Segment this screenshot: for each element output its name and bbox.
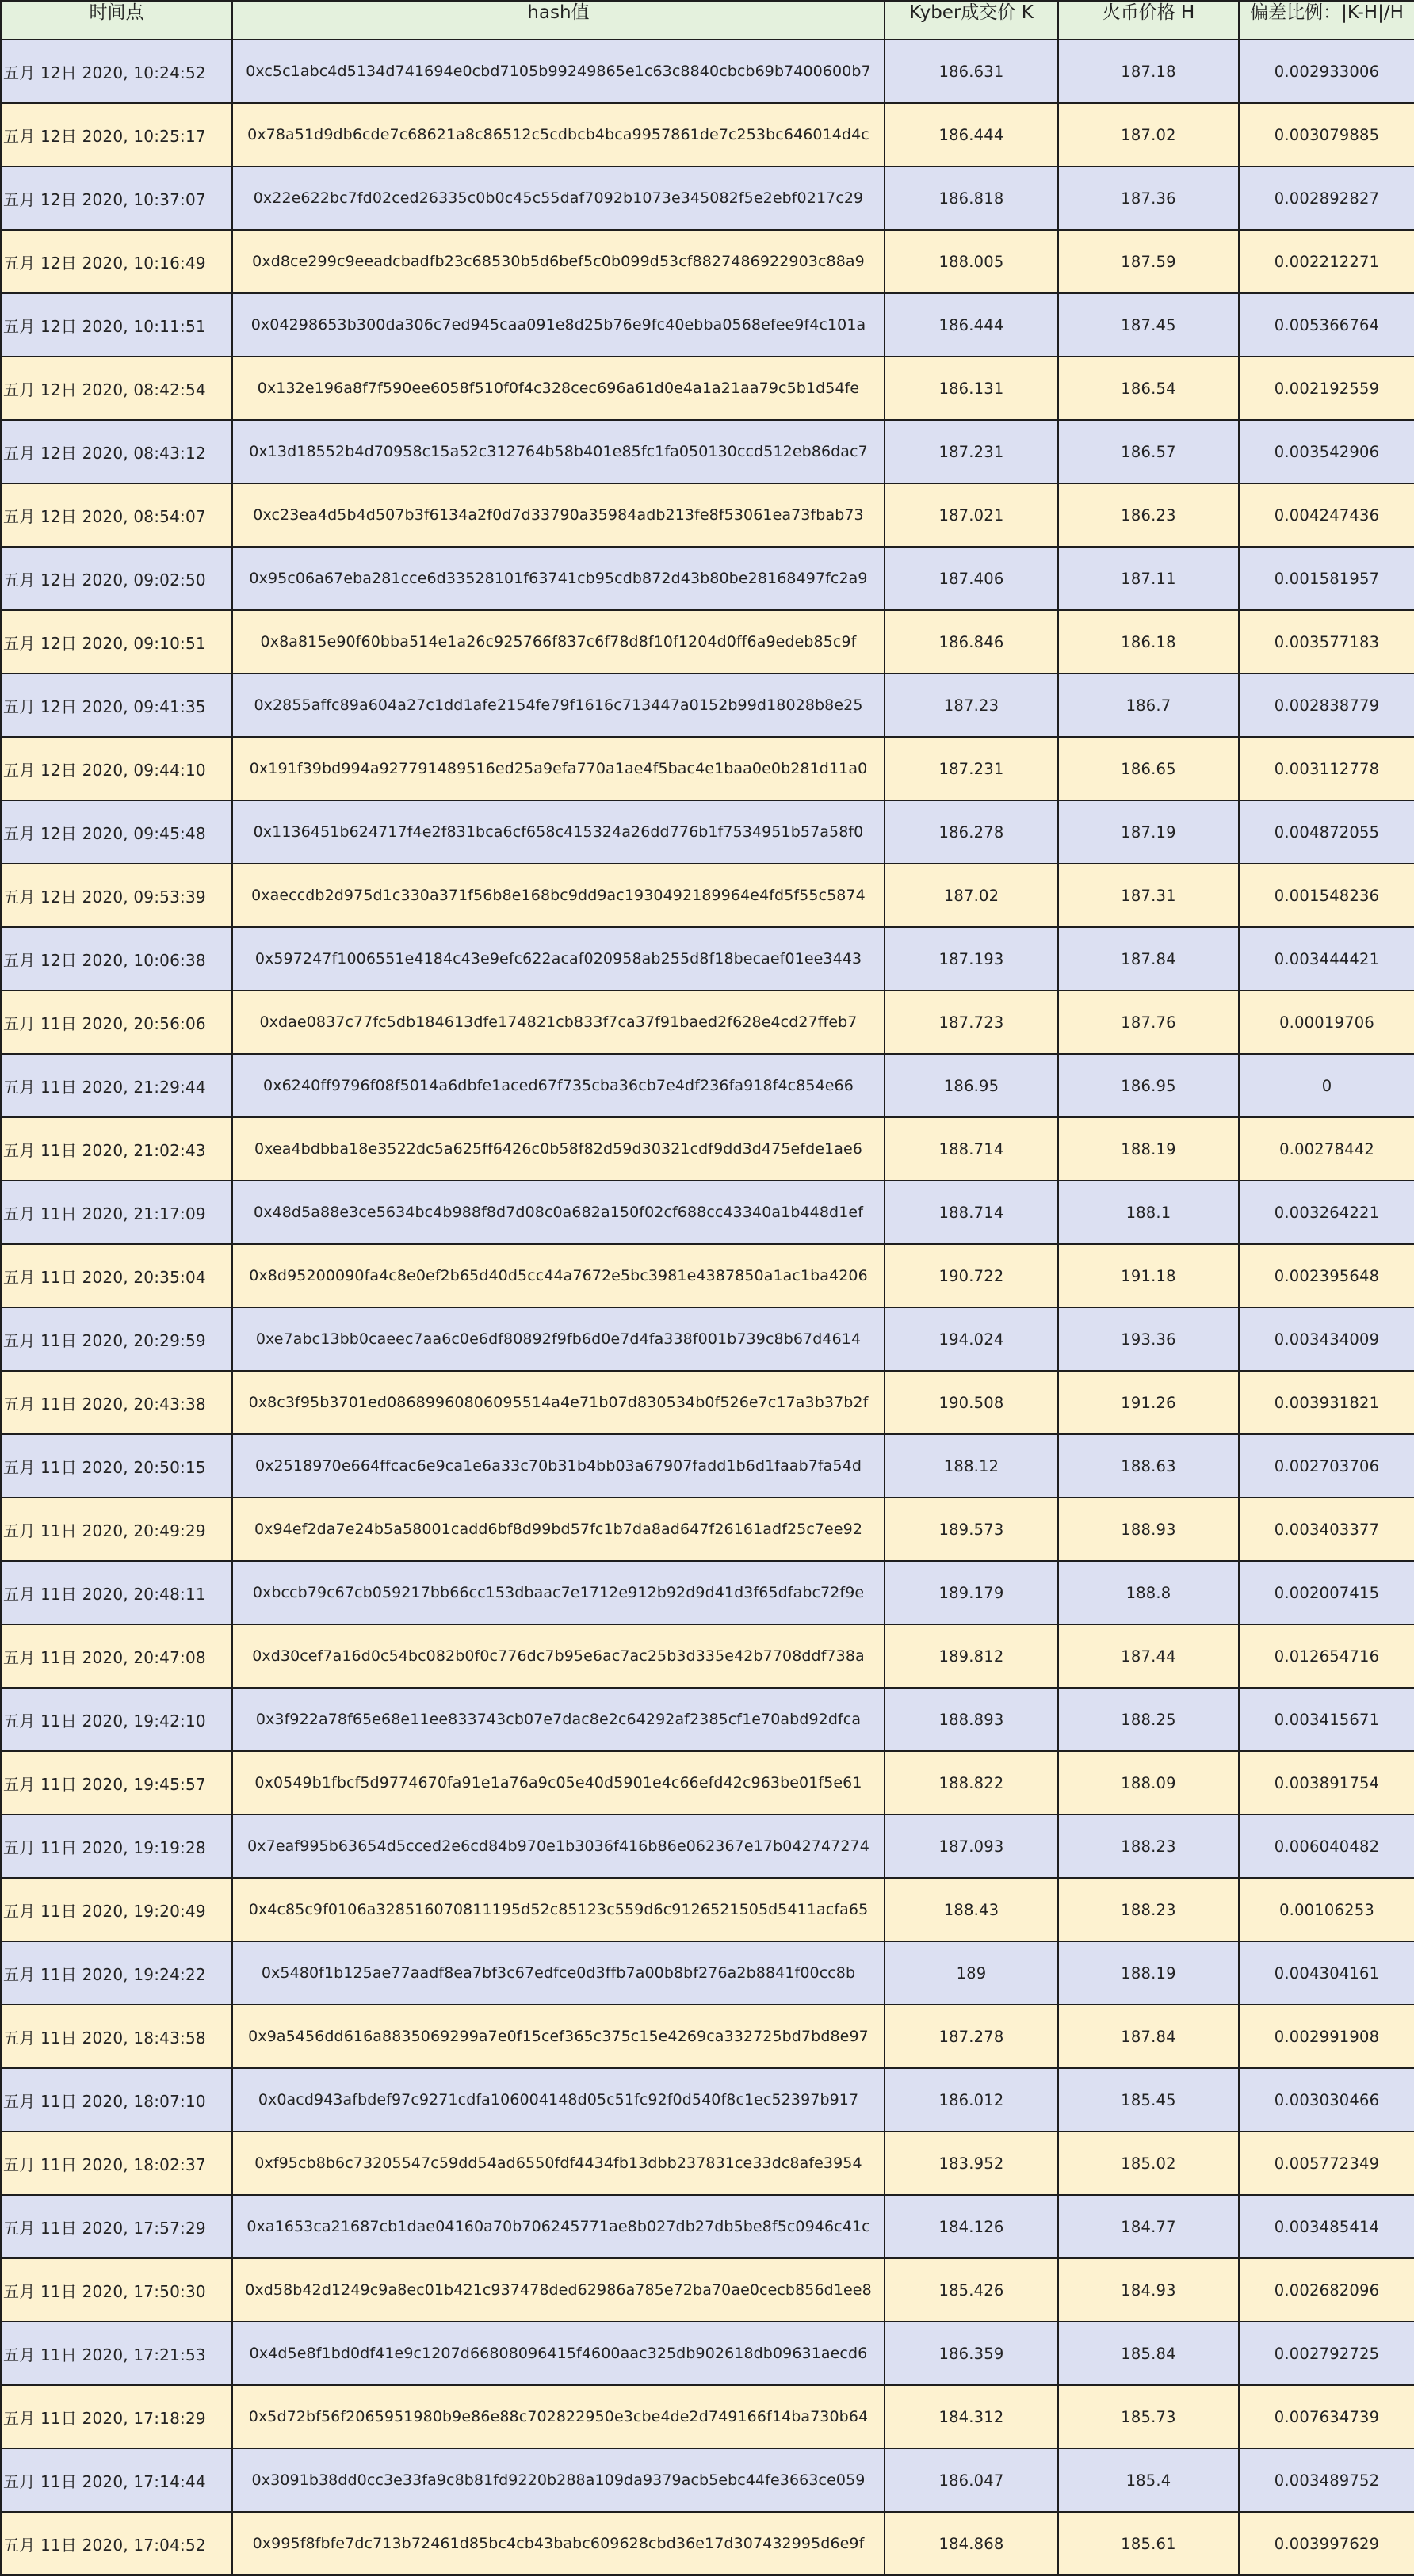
cell-deviation-ratio: 0.002792725	[1239, 2322, 1414, 2385]
cell-time: 五月 11日 2020, 21:02:43	[1, 1117, 232, 1181]
cell-kyber-price: 188.12	[885, 1434, 1058, 1498]
table-row	[1, 547, 1414, 610]
cell-hash: 0x597247f1006551e4184c43e9efc622acaf020958ab255d8f18becaef01ee3443	[232, 927, 885, 990]
header-deviation-ratio: 偏差比例：|K-H|/H	[1239, 1, 1414, 40]
cell-time: 五月 12日 2020, 10:25:17	[1, 103, 232, 166]
cell-hash: 0x8a815e90f60bba514e1a26c925766f837c6f78d8f10f1204d0ff6a9edeb85c9f	[232, 610, 885, 674]
header-row	[1, 1, 1414, 40]
cell-time: 五月 12日 2020, 09:02:50	[1, 547, 232, 610]
cell-kyber-price: 184.868	[885, 2512, 1058, 2575]
cell-deviation-ratio: 0.004247436	[1239, 483, 1414, 547]
cell-hash: 0x8c3f95b3701ed08689960806095514a4e71b07d830534b0f526e7c17a3b37b2f	[232, 1371, 885, 1434]
cell-huobi-price: 187.76	[1058, 990, 1239, 1054]
cell-time: 五月 11日 2020, 18:43:58	[1, 2005, 232, 2068]
header-huobi-price: 火币价格 H	[1058, 1, 1239, 40]
cell-time: 五月 11日 2020, 17:04:52	[1, 2512, 232, 2575]
cell-kyber-price: 186.278	[885, 800, 1058, 864]
table-row	[1, 864, 1414, 927]
cell-hash: 0xea4bdbba18e3522dc5a625ff6426c0b58f82d59d30321cdf9dd3d475efde1ae6	[232, 1117, 885, 1181]
cell-kyber-price: 190.508	[885, 1371, 1058, 1434]
cell-time: 五月 11日 2020, 20:29:59	[1, 1307, 232, 1371]
cell-deviation-ratio: 0.003444421	[1239, 927, 1414, 990]
table-row	[1, 40, 1414, 103]
cell-hash: 0x4c85c9f0106a328516070811195d52c85123c559d6c9126521505d5411acfa65	[232, 1878, 885, 1941]
cell-deviation-ratio: 0.004872055	[1239, 800, 1414, 864]
cell-huobi-price: 191.18	[1058, 1244, 1239, 1307]
cell-kyber-price: 186.631	[885, 40, 1058, 103]
cell-time: 五月 12日 2020, 10:11:51	[1, 293, 232, 357]
table-row	[1, 293, 1414, 357]
cell-time: 五月 12日 2020, 09:44:10	[1, 737, 232, 800]
cell-huobi-price: 186.18	[1058, 610, 1239, 674]
cell-time: 五月 11日 2020, 20:43:38	[1, 1371, 232, 1434]
cell-huobi-price: 185.45	[1058, 2068, 1239, 2131]
cell-deviation-ratio: 0.004304161	[1239, 1941, 1414, 2005]
table-row	[1, 1244, 1414, 1307]
cell-time: 五月 11日 2020, 17:14:44	[1, 2448, 232, 2512]
cell-time: 五月 11日 2020, 18:07:10	[1, 2068, 232, 2131]
cell-hash: 0xd8ce299c9eeadcbadfb23c68530b5d6bef5c0b099d53cf8827486922903c88a9	[232, 230, 885, 293]
header-time: 时间点	[1, 1, 232, 40]
cell-huobi-price: 185.4	[1058, 2448, 1239, 2512]
cell-hash: 0x6240ff9796f08f5014a6dbfe1aced67f735cba36cb7e4df236fa918f4c854e66	[232, 1054, 885, 1117]
cell-deviation-ratio: 0.003403377	[1239, 1498, 1414, 1561]
cell-kyber-price: 189	[885, 1941, 1058, 2005]
cell-huobi-price: 188.1	[1058, 1181, 1239, 1244]
cell-kyber-price: 186.846	[885, 610, 1058, 674]
cell-deviation-ratio: 0.002991908	[1239, 2005, 1414, 2068]
cell-time: 五月 12日 2020, 10:24:52	[1, 40, 232, 103]
cell-deviation-ratio: 0.003931821	[1239, 1371, 1414, 1434]
cell-huobi-price: 187.84	[1058, 927, 1239, 990]
cell-deviation-ratio: 0.006040482	[1239, 1815, 1414, 1878]
table-row	[1, 1054, 1414, 1117]
table-row	[1, 2195, 1414, 2258]
cell-time: 五月 11日 2020, 20:35:04	[1, 1244, 232, 1307]
cell-huobi-price: 188.19	[1058, 1117, 1239, 1181]
cell-hash: 0x5480f1b125ae77aadf8ea7bf3c67edfce0d3ffb7a00b8bf276a2b8841f00cc8b	[232, 1941, 885, 2005]
cell-huobi-price: 185.84	[1058, 2322, 1239, 2385]
table-row	[1, 1688, 1414, 1751]
cell-kyber-price: 184.126	[885, 2195, 1058, 2258]
cell-hash: 0xf95cb8b6c73205547c59dd54ad6550fdf4434fb13dbb237831ce33dc8afe3954	[232, 2131, 885, 2195]
cell-time: 五月 11日 2020, 17:57:29	[1, 2195, 232, 2258]
table-row	[1, 2512, 1414, 2575]
cell-huobi-price: 187.11	[1058, 547, 1239, 610]
cell-hash: 0xd58b42d1249c9a8ec01b421c937478ded62986a785e72ba70ae0cecb856d1ee8	[232, 2258, 885, 2322]
cell-huobi-price: 186.54	[1058, 357, 1239, 420]
cell-time: 五月 12日 2020, 09:53:39	[1, 864, 232, 927]
cell-deviation-ratio: 0.002682096	[1239, 2258, 1414, 2322]
cell-kyber-price: 188.893	[885, 1688, 1058, 1751]
table-row	[1, 737, 1414, 800]
table-row	[1, 1181, 1414, 1244]
table-row	[1, 2448, 1414, 2512]
cell-deviation-ratio: 0.003030466	[1239, 2068, 1414, 2131]
table-row	[1, 166, 1414, 230]
cell-hash: 0xd30cef7a16d0c54bc082b0f0c776dc7b95e6ac7ac25b3d335e42b7708ddf738a	[232, 1624, 885, 1688]
cell-hash: 0x7eaf995b63654d5cced2e6cd84b970e1b3036f416b86e062367e17b042747274	[232, 1815, 885, 1878]
cell-deviation-ratio: 0.005366764	[1239, 293, 1414, 357]
cell-huobi-price: 188.23	[1058, 1815, 1239, 1878]
table-row	[1, 1878, 1414, 1941]
cell-hash: 0x78a51d9db6cde7c68621a8c86512c5cdbcb4bca9957861de7c253bc646014d4c	[232, 103, 885, 166]
cell-time: 五月 11日 2020, 20:47:08	[1, 1624, 232, 1688]
table-body	[1, 40, 1414, 2575]
cell-deviation-ratio: 0.001548236	[1239, 864, 1414, 927]
cell-kyber-price: 186.444	[885, 293, 1058, 357]
cell-huobi-price: 186.57	[1058, 420, 1239, 483]
cell-huobi-price: 187.84	[1058, 2005, 1239, 2068]
cell-hash: 0x4d5e8f1bd0df41e9c1207d66808096415f4600aac325db902618db09631aecd6	[232, 2322, 885, 2385]
cell-deviation-ratio: 0.012654716	[1239, 1624, 1414, 1688]
cell-huobi-price: 187.19	[1058, 800, 1239, 864]
cell-hash: 0xbccb79c67cb059217bb66cc153dbaac7e1712e912b92d9d41d3f65dfabc72f9e	[232, 1561, 885, 1624]
cell-deviation-ratio: 0.003112778	[1239, 737, 1414, 800]
cell-deviation-ratio: 0.003542906	[1239, 420, 1414, 483]
cell-kyber-price: 194.024	[885, 1307, 1058, 1371]
cell-kyber-price: 188.005	[885, 230, 1058, 293]
table-row	[1, 927, 1414, 990]
cell-huobi-price: 184.93	[1058, 2258, 1239, 2322]
table-row	[1, 1117, 1414, 1181]
cell-kyber-price: 187.093	[885, 1815, 1058, 1878]
table-row	[1, 1434, 1414, 1498]
cell-hash: 0x5d72bf56f2065951980b9e86e88c702822950e3cbe4de2d749166f14ba730b64	[232, 2385, 885, 2448]
cell-huobi-price: 186.65	[1058, 737, 1239, 800]
cell-hash: 0x8d95200090fa4c8e0ef2b65d40d5cc44a7672e5bc3981e4387850a1ac1ba4206	[232, 1244, 885, 1307]
cell-huobi-price: 191.26	[1058, 1371, 1239, 1434]
table-row	[1, 2258, 1414, 2322]
cell-huobi-price: 188.23	[1058, 1878, 1239, 1941]
cell-deviation-ratio: 0.00278442	[1239, 1117, 1414, 1181]
cell-hash: 0x9a5456dd616a8835069299a7e0f15cef365c375c15e4269ca332725bd7bd8e97	[232, 2005, 885, 2068]
cell-deviation-ratio: 0.007634739	[1239, 2385, 1414, 2448]
cell-time: 五月 12日 2020, 08:54:07	[1, 483, 232, 547]
cell-time: 五月 11日 2020, 17:50:30	[1, 2258, 232, 2322]
table-row	[1, 1498, 1414, 1561]
cell-kyber-price: 186.131	[885, 357, 1058, 420]
cell-hash: 0x95c06a67eba281cce6d33528101f63741cb95cdb872d43b80be28168497fc2a9	[232, 547, 885, 610]
cell-time: 五月 11日 2020, 17:18:29	[1, 2385, 232, 2448]
cell-kyber-price: 186.047	[885, 2448, 1058, 2512]
cell-huobi-price: 186.95	[1058, 1054, 1239, 1117]
cell-time: 五月 12日 2020, 10:16:49	[1, 230, 232, 293]
table-row	[1, 103, 1414, 166]
cell-kyber-price: 183.952	[885, 2131, 1058, 2195]
cell-time: 五月 12日 2020, 09:45:48	[1, 800, 232, 864]
cell-hash: 0xa1653ca21687cb1dae04160a70b706245771ae8b027db27db5be8f5c0946c41c	[232, 2195, 885, 2258]
cell-time: 五月 11日 2020, 17:21:53	[1, 2322, 232, 2385]
cell-time: 五月 12日 2020, 09:41:35	[1, 674, 232, 737]
cell-time: 五月 12日 2020, 10:06:38	[1, 927, 232, 990]
cell-deviation-ratio: 0.003264221	[1239, 1181, 1414, 1244]
cell-time: 五月 12日 2020, 08:42:54	[1, 357, 232, 420]
cell-kyber-price: 187.231	[885, 420, 1058, 483]
cell-hash: 0xdae0837c77fc5db184613dfe174821cb833f7ca37f91baed2f628e4cd27ffeb7	[232, 990, 885, 1054]
cell-huobi-price: 185.73	[1058, 2385, 1239, 2448]
cell-kyber-price: 187.231	[885, 737, 1058, 800]
cell-kyber-price: 187.278	[885, 2005, 1058, 2068]
cell-deviation-ratio: 0.002838779	[1239, 674, 1414, 737]
cell-time: 五月 11日 2020, 21:17:09	[1, 1181, 232, 1244]
cell-huobi-price: 193.36	[1058, 1307, 1239, 1371]
cell-huobi-price: 186.23	[1058, 483, 1239, 547]
cell-deviation-ratio: 0.002212271	[1239, 230, 1414, 293]
cell-huobi-price: 187.02	[1058, 103, 1239, 166]
cell-hash: 0xc5c1abc4d5134d741694e0cbd7105b99249865e1c63c8840cbcb69b7400600b7	[232, 40, 885, 103]
cell-hash: 0x2855affc89a604a27c1dd1afe2154fe79f1616c713447a0152b99d18028b8e25	[232, 674, 885, 737]
cell-deviation-ratio: 0.003079885	[1239, 103, 1414, 166]
cell-time: 五月 11日 2020, 20:56:06	[1, 990, 232, 1054]
cell-deviation-ratio: 0.002395648	[1239, 1244, 1414, 1307]
cell-hash: 0x13d18552b4d70958c15a52c312764b58b401e85fc1fa050130ccd512eb86dac7	[232, 420, 885, 483]
cell-deviation-ratio: 0.002007415	[1239, 1561, 1414, 1624]
cell-kyber-price: 185.426	[885, 2258, 1058, 2322]
header-kyber-price: Kyber成交价 K	[885, 1, 1058, 40]
cell-deviation-ratio: 0.005772349	[1239, 2131, 1414, 2195]
cell-deviation-ratio: 0.002892827	[1239, 166, 1414, 230]
cell-huobi-price: 185.61	[1058, 2512, 1239, 2575]
cell-deviation-ratio: 0.003485414	[1239, 2195, 1414, 2258]
cell-huobi-price: 187.31	[1058, 864, 1239, 927]
cell-deviation-ratio: 0.00106253	[1239, 1878, 1414, 1941]
cell-hash: 0xc23ea4d5b4d507b3f6134a2f0d7d33790a35984adb213fe8f53061ea73fbab73	[232, 483, 885, 547]
cell-time: 五月 11日 2020, 19:20:49	[1, 1878, 232, 1941]
cell-kyber-price: 184.312	[885, 2385, 1058, 2448]
cell-hash: 0x48d5a88e3ce5634bc4b988f8d7d08c0a682a150f02cf688cc43340a1b448d1ef	[232, 1181, 885, 1244]
cell-huobi-price: 185.02	[1058, 2131, 1239, 2195]
cell-huobi-price: 187.36	[1058, 166, 1239, 230]
table-row	[1, 2322, 1414, 2385]
cell-kyber-price: 187.723	[885, 990, 1058, 1054]
cell-huobi-price: 187.59	[1058, 230, 1239, 293]
cell-huobi-price: 187.18	[1058, 40, 1239, 103]
cell-time: 五月 11日 2020, 19:45:57	[1, 1751, 232, 1815]
cell-deviation-ratio: 0.003434009	[1239, 1307, 1414, 1371]
cell-time: 五月 11日 2020, 21:29:44	[1, 1054, 232, 1117]
table-row	[1, 1371, 1414, 1434]
table-row	[1, 420, 1414, 483]
cell-time: 五月 11日 2020, 19:24:22	[1, 1941, 232, 2005]
cell-huobi-price: 188.8	[1058, 1561, 1239, 1624]
cell-kyber-price: 187.406	[885, 547, 1058, 610]
table-row	[1, 230, 1414, 293]
cell-hash: 0x995f8fbfe7dc713b72461d85bc4cb43babc609628cbd36e17d307432995d6e9f	[232, 2512, 885, 2575]
cell-hash: 0x2518970e664ffcac6e9ca1e6a33c70b31b4bb03a67907fadd1b6d1faab7fa54d	[232, 1434, 885, 1498]
cell-huobi-price: 187.44	[1058, 1624, 1239, 1688]
cell-huobi-price: 187.45	[1058, 293, 1239, 357]
cell-hash: 0x3091b38dd0cc3e33fa9c8b81fd9220b288a109da9379acb5ebc44fe3663ce059	[232, 2448, 885, 2512]
cell-kyber-price: 189.573	[885, 1498, 1058, 1561]
cell-time: 五月 12日 2020, 09:10:51	[1, 610, 232, 674]
cell-time: 五月 11日 2020, 20:50:15	[1, 1434, 232, 1498]
table-row	[1, 2068, 1414, 2131]
cell-time: 五月 11日 2020, 19:19:28	[1, 1815, 232, 1878]
table-row	[1, 1307, 1414, 1371]
cell-hash: 0x04298653b300da306c7ed945caa091e8d25b76e9fc40ebba0568efee9f4c101a	[232, 293, 885, 357]
cell-deviation-ratio: 0.003997629	[1239, 2512, 1414, 2575]
table-row	[1, 357, 1414, 420]
cell-huobi-price: 188.09	[1058, 1751, 1239, 1815]
cell-time: 五月 11日 2020, 20:48:11	[1, 1561, 232, 1624]
cell-huobi-price: 188.63	[1058, 1434, 1239, 1498]
cell-deviation-ratio: 0.003415671	[1239, 1688, 1414, 1751]
table-row	[1, 2385, 1414, 2448]
cell-hash: 0x0549b1fbcf5d9774670fa91e1a76a9c05e40d5901e4c66efd42c963be01f5e61	[232, 1751, 885, 1815]
cell-kyber-price: 187.193	[885, 927, 1058, 990]
cell-kyber-price: 186.95	[885, 1054, 1058, 1117]
cell-hash: 0xe7abc13bb0caeec7aa6c0e6df80892f9fb6d0e7d4fa338f001b739c8b67d4614	[232, 1307, 885, 1371]
table-row	[1, 2005, 1414, 2068]
table-row	[1, 610, 1414, 674]
table-row	[1, 1941, 1414, 2005]
cell-time: 五月 11日 2020, 18:02:37	[1, 2131, 232, 2195]
cell-kyber-price: 190.722	[885, 1244, 1058, 1307]
header-hash: hash值	[232, 1, 885, 40]
cell-kyber-price: 189.812	[885, 1624, 1058, 1688]
cell-hash: 0x3f922a78f65e68e11ee833743cb07e7dac8e2c64292af2385cf1e70abd92dfca	[232, 1688, 885, 1751]
cell-time: 五月 11日 2020, 19:42:10	[1, 1688, 232, 1751]
table-row	[1, 1561, 1414, 1624]
cell-hash: 0x191f39bd994a927791489516ed25a9efa770a1ae4f5bac4e1baa0e0b281d11a0	[232, 737, 885, 800]
cell-kyber-price: 188.43	[885, 1878, 1058, 1941]
cell-kyber-price: 187.021	[885, 483, 1058, 547]
cell-kyber-price: 188.822	[885, 1751, 1058, 1815]
cell-deviation-ratio: 0.002703706	[1239, 1434, 1414, 1498]
cell-hash: 0x1136451b624717f4e2f831bca6cf658c415324a26dd776b1f7534951b57a58f0	[232, 800, 885, 864]
table-row	[1, 800, 1414, 864]
cell-deviation-ratio: 0.001581957	[1239, 547, 1414, 610]
table-row	[1, 674, 1414, 737]
cell-huobi-price: 184.77	[1058, 2195, 1239, 2258]
cell-kyber-price: 186.818	[885, 166, 1058, 230]
cell-deviation-ratio: 0.003577183	[1239, 610, 1414, 674]
cell-hash: 0x0acd943afbdef97c9271cdfa106004148d05c51fc92f0d540f8c1ec52397b917	[232, 2068, 885, 2131]
cell-time: 五月 12日 2020, 08:43:12	[1, 420, 232, 483]
table-row	[1, 483, 1414, 547]
cell-hash: 0xaeccdb2d975d1c330a371f56b8e168bc9dd9ac1930492189964e4fd5f55c5874	[232, 864, 885, 927]
cell-kyber-price: 189.179	[885, 1561, 1058, 1624]
cell-deviation-ratio: 0.003891754	[1239, 1751, 1414, 1815]
cell-deviation-ratio: 0.002933006	[1239, 40, 1414, 103]
cell-time: 五月 12日 2020, 10:37:07	[1, 166, 232, 230]
cell-deviation-ratio: 0.003489752	[1239, 2448, 1414, 2512]
cell-kyber-price: 186.444	[885, 103, 1058, 166]
cell-kyber-price: 188.714	[885, 1181, 1058, 1244]
cell-hash: 0x22e622bc7fd02ced26335c0b0c45c55daf7092b1073e345082f5e2ebf0217c29	[232, 166, 885, 230]
cell-kyber-price: 188.714	[885, 1117, 1058, 1181]
cell-deviation-ratio: 0	[1239, 1054, 1414, 1117]
cell-time: 五月 11日 2020, 20:49:29	[1, 1498, 232, 1561]
cell-deviation-ratio: 0.00019706	[1239, 990, 1414, 1054]
cell-hash: 0x132e196a8f7f590ee6058f510f0f4c328cec696a61d0e4a1a21aa79c5b1d54fe	[232, 357, 885, 420]
cell-hash: 0x94ef2da7e24b5a58001cadd6bf8d99bd57fc1b7da8ad647f26161adf25c7ee92	[232, 1498, 885, 1561]
table-row	[1, 1815, 1414, 1878]
table-row	[1, 1624, 1414, 1688]
cell-huobi-price: 188.19	[1058, 1941, 1239, 2005]
table-row	[1, 1751, 1414, 1815]
cell-huobi-price: 188.93	[1058, 1498, 1239, 1561]
table-row	[1, 990, 1414, 1054]
cell-deviation-ratio: 0.002192559	[1239, 357, 1414, 420]
cell-huobi-price: 188.25	[1058, 1688, 1239, 1751]
table-row	[1, 2131, 1414, 2195]
cell-kyber-price: 187.23	[885, 674, 1058, 737]
cell-kyber-price: 186.012	[885, 2068, 1058, 2131]
cell-kyber-price: 186.359	[885, 2322, 1058, 2385]
cell-huobi-price: 186.7	[1058, 674, 1239, 737]
cell-kyber-price: 187.02	[885, 864, 1058, 927]
